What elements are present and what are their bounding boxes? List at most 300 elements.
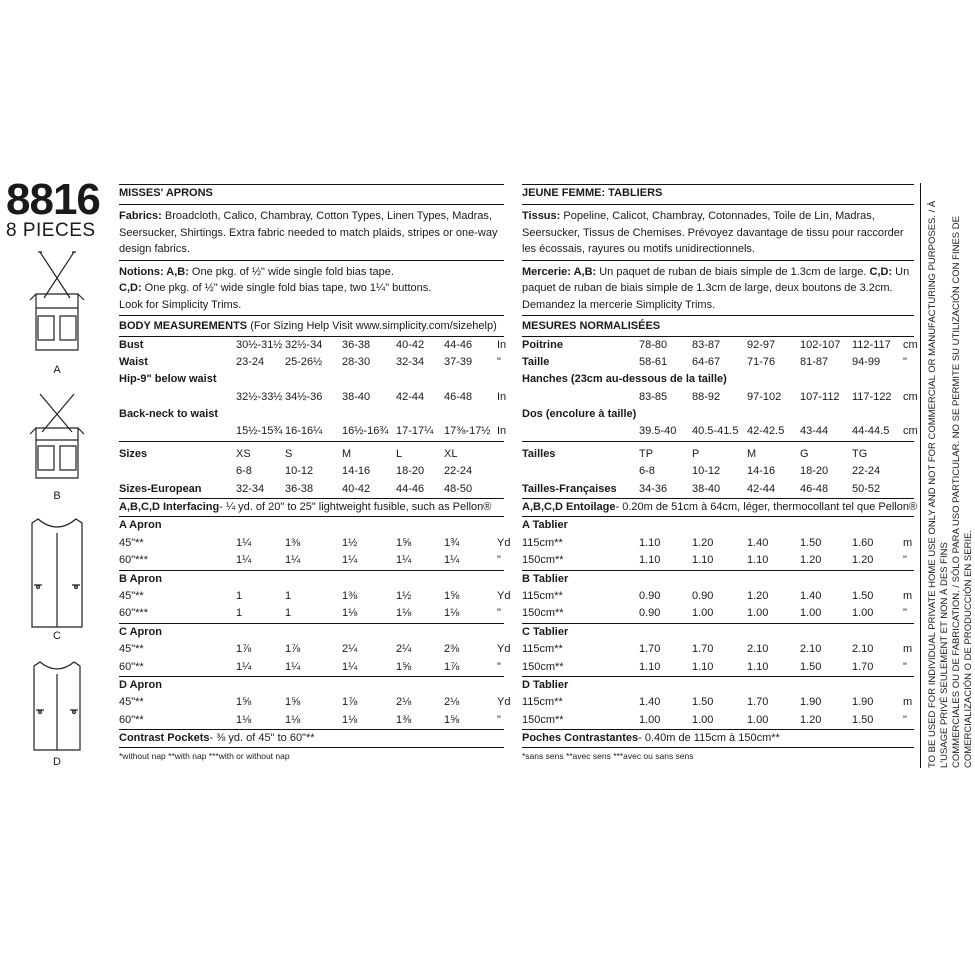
yardage-cell: 1¼: [342, 660, 358, 673]
body-measurements-label: MESURES NORMALISÉES: [522, 320, 661, 332]
contrast-pockets-text: - ⅜ yd. of 45" to 60"**: [209, 732, 315, 745]
sizes-row-cell: M: [342, 447, 352, 460]
contrast-pockets-text: - 0.40m de 115cm à 150cm**: [638, 732, 780, 745]
yardage-cell: 1.50: [800, 660, 822, 673]
hip-row-cell: 46-48: [444, 390, 473, 403]
yardage-cell: 1¼: [342, 554, 358, 567]
yardage-cell: Yd: [497, 589, 511, 602]
yardage-group-title: [522, 571, 914, 588]
yardage-row: [119, 552, 504, 570]
yardage-cell: ": [497, 607, 501, 620]
sizes-european-row-cell: 38-40: [692, 482, 721, 495]
yardage-cell: 1⅛: [285, 713, 301, 726]
bust-row-cell: 32½-34: [285, 338, 323, 351]
waist-row-cell: ": [497, 355, 501, 368]
yardage-cell: 1⅛: [342, 607, 358, 620]
yardage-cell: 1.50: [692, 696, 714, 709]
interfacing-line: [119, 499, 491, 516]
pieces-count: 8 PIECES: [6, 220, 96, 241]
yardage-cell: 1: [236, 607, 243, 620]
sizes-european-row-cell: 42-44: [747, 482, 776, 495]
bust-row-cell: 78-80: [639, 338, 668, 351]
sizes-european-row: [522, 481, 914, 499]
yardage-cell: 1⅛: [342, 713, 358, 726]
divider: [522, 315, 914, 316]
group-name: C Apron: [119, 625, 162, 638]
yardage-row: [119, 535, 511, 552]
bust-row-cell: cm: [903, 338, 918, 351]
sizes-row-cell: S: [285, 447, 293, 460]
fabrics-text: [119, 208, 504, 258]
nap-footnote: *without nap **with nap ***with or without nap: [119, 751, 290, 762]
yardage-cell: 1¼: [236, 536, 252, 549]
bust-row-cell: 40-42: [396, 338, 425, 351]
back-row-cell: 16-16¼: [285, 425, 323, 438]
yardage-cell: 1⅝: [236, 696, 252, 709]
yardage-cell: 2.10: [800, 643, 822, 656]
sizes-row-cell: XS: [236, 447, 251, 460]
notions-trims: Look for Simplicity Trims.: [119, 298, 242, 311]
sizes-row-cell: TG: [852, 447, 868, 460]
view-b-apron-illustration: [28, 392, 86, 482]
yardage-cell: 1⅛: [444, 607, 460, 620]
waist-row-cell: 94-99: [852, 355, 881, 368]
yardage-cell: 1.70: [692, 643, 714, 656]
yardage-cell: ": [903, 660, 907, 673]
yardage-row: [522, 535, 914, 552]
divider: [522, 260, 914, 261]
back-label-text: Back-neck to waist: [119, 408, 219, 421]
interfacing-text: - ¼ yd. of 20" to 25" lightweight fusible, such as Pellon®: [219, 501, 492, 514]
yardage-cell: 1.40: [639, 696, 661, 709]
back-row-cell: 44-44.5: [852, 425, 890, 438]
waist-row-cell: 71-76: [747, 355, 776, 368]
sizes-row-cell: XL: [444, 447, 458, 460]
notions-text: [522, 264, 914, 314]
back-row-cell: 42-42.5: [747, 425, 785, 438]
yardage-cell: 150cm**: [522, 660, 564, 673]
sizing-help-text: (For Sizing Help Visit www.simplicity.com/sizehelp): [247, 320, 497, 332]
yardage-cell: 1.10: [747, 554, 769, 567]
group-name: B Tablier: [522, 572, 569, 585]
yardage-cell: 2¼: [396, 643, 412, 656]
yardage-row: [522, 552, 914, 570]
yardage-cell: 1¼: [285, 660, 301, 673]
yardage-cell: 1: [285, 589, 292, 602]
sizes-numeric-row-cell: 6-8: [639, 465, 655, 478]
yardage-cell: 1.20: [747, 589, 769, 602]
yardage-cell: 2⅛: [396, 696, 412, 709]
yardage-cell: 1.90: [800, 696, 822, 709]
yardage-group-title: [119, 571, 504, 588]
yardage-cell: ": [497, 554, 501, 567]
yardage-cell: 1.20: [852, 554, 874, 567]
yardage-cell: 1.10: [639, 536, 661, 549]
yardage-cell: 2⅛: [444, 696, 460, 709]
notions-label: Notions: A,B:: [119, 265, 189, 278]
yardage-cell: 1.10: [639, 554, 661, 567]
back-row-cell: 17-17¼: [396, 425, 434, 438]
sizes-european-row-cell: 32-34: [236, 482, 265, 495]
yardage-cell: 1⅞: [342, 696, 358, 709]
yardage-cell: 1.10: [692, 554, 714, 567]
yardage-row: [119, 605, 504, 623]
yardage-cell: 45"**: [119, 589, 144, 602]
interfacing-text: - 0.20m de 51cm à 64cm, léger, thermocollant tel que Pellon®: [615, 501, 918, 514]
group-name: D Tablier: [522, 678, 569, 691]
yardage-cell: 1⅛: [396, 607, 412, 620]
yardage-cell: 1.50: [800, 536, 822, 549]
french-column: [522, 184, 918, 762]
sizes-row-cell: G: [800, 447, 809, 460]
yardage-group-title: [119, 677, 504, 694]
group-name: D Apron: [119, 678, 162, 691]
notions-cd: Un paquet de ruban de biais simple de 1.3cm de large, deux boutons de 3.2cm. Demandez la mercerie Simplicity Trims.: [522, 265, 910, 311]
notions-cd-label: C,D:: [119, 282, 142, 294]
sizes-row: [119, 446, 504, 463]
disclaimer-text: [927, 183, 975, 768]
fabrics-list: Broadcloth, Calico, Chambray, Cotton Types, Linen Types, Madras, Seersucker, Shirtings. Extra fabric needed to match plaids, stripes or one-way design fabrics.: [119, 210, 498, 255]
yardage-row: [522, 588, 914, 605]
yardage-cell: 1.00: [747, 607, 769, 620]
back-row-cell: 17⅜-17½: [444, 425, 491, 438]
waist-row: [119, 354, 504, 371]
yardage-cell: 1.00: [852, 607, 874, 620]
yardage-cell: 1⅝: [444, 589, 460, 602]
hip-row-cell: 107-112: [800, 390, 840, 403]
view-a-apron-illustration: [28, 250, 86, 355]
contrast-pockets-row: [119, 730, 504, 748]
sizes-numeric-row-cell: 14-16: [342, 465, 371, 478]
sizes-numeric-row-cell: 22-24: [852, 465, 881, 478]
waist-row-cell: 28-30: [342, 355, 371, 368]
back-row-cell: 43-44: [800, 425, 829, 438]
waist-row-cell: 25-26½: [285, 355, 323, 368]
view-a-label: A: [53, 364, 61, 376]
hip-row-cell: 97-102: [747, 390, 782, 403]
bust-row-cell: 36-38: [342, 338, 371, 351]
yardage-cell: 1½: [342, 536, 358, 549]
yardage-cell: 1⅞: [444, 660, 460, 673]
notions-ab: One pkg. of ½" wide single fold bias tape.: [188, 265, 394, 278]
waist-row-cell: ": [903, 355, 907, 368]
bust-row: [522, 337, 918, 354]
hip-label-text: Hanches (23cm au-dessous de la taille): [522, 373, 727, 386]
bust-row-cell: 102-107: [800, 338, 841, 351]
yardage-cell: 115cm**: [522, 643, 563, 656]
sizes-numeric-row-cell: 14-16: [747, 465, 776, 478]
interfacing-row: [522, 499, 918, 517]
group-name: A Tablier: [522, 519, 568, 532]
waist-row-cell: 81-87: [800, 355, 829, 368]
yardage-cell: 1.70: [747, 696, 769, 709]
yardage-cell: 60"***: [119, 554, 148, 567]
fabrics-label: Fabrics:: [119, 210, 162, 222]
yardage-cell: m: [903, 643, 913, 656]
yardage-cell: 1⅜: [396, 713, 412, 726]
yardage-cell: 1.20: [800, 713, 822, 726]
yardage-cell: ": [903, 713, 907, 726]
bust-row-cell: 30½-31½: [236, 338, 283, 351]
hip-row-cell: In: [497, 390, 507, 403]
sizes-european-row-cell: 36-38: [285, 482, 314, 495]
contrast-pockets-label: Contrast Pockets: [119, 732, 210, 745]
waist-row-cell: Taille: [522, 355, 550, 368]
section-title: JEUNE FEMME: TABLIERS: [522, 184, 914, 205]
bust-row-cell: 92-97: [747, 338, 776, 351]
yardage-cell: m: [903, 536, 913, 549]
yardage-cell: 1¾: [444, 536, 460, 549]
back-row-cell: 16½-16¾: [342, 425, 389, 438]
sizes-european-row-cell: Tailles-Françaises: [522, 482, 617, 495]
sizes-numeric-row-cell: 18-20: [396, 465, 425, 478]
yardage-row: [522, 712, 914, 730]
sizes-row-cell: TP: [639, 447, 654, 460]
group-name: C Tablier: [522, 625, 569, 638]
sizes-european-row-cell: Sizes-European: [119, 482, 202, 495]
yardage-group-title: [119, 517, 504, 534]
yardage-row: [522, 641, 914, 658]
sizes-row-cell: L: [396, 447, 403, 460]
yardage-cell: 1⅝: [444, 713, 460, 726]
sizes-numeric-row-cell: 6-8: [236, 465, 252, 478]
fabrics-text: [522, 208, 914, 258]
yardage-cell: 45"**: [119, 696, 144, 709]
hip-row-cell: 88-92: [692, 390, 721, 403]
yardage-row: [119, 588, 511, 605]
sizes-row-cell: Sizes: [119, 447, 148, 460]
yardage-cell: 1¼: [236, 554, 252, 567]
sizes-row-cell: Tailles: [522, 447, 556, 460]
yardage-cell: Yd: [497, 696, 511, 709]
yardage-cell: 1¼: [396, 554, 412, 567]
interfacing-label: A,B,C,D Interfacing: [119, 501, 220, 514]
waist-row-cell: 37-39: [444, 355, 473, 368]
yardage-cell: 1.00: [692, 607, 714, 620]
view-d-apron-illustration: [28, 658, 86, 753]
yardage-cell: 0.90: [639, 589, 661, 602]
body-measurements-label: BODY MEASUREMENTS: [119, 320, 248, 332]
yardage-cell: 115cm**: [522, 536, 563, 549]
yardage-cell: 2.10: [747, 643, 769, 656]
yardage-cell: 1.00: [639, 713, 661, 726]
hip-row-cell: 117-122: [852, 390, 892, 403]
sizes-numeric-row: [522, 463, 914, 480]
yardage-cell: 1.70: [639, 643, 661, 656]
bust-row-cell: Bust: [119, 338, 144, 351]
sizes-numeric-row: [119, 463, 504, 480]
waist-row-cell: Waist: [119, 355, 148, 368]
sizes-numeric-row-cell: 10-12: [692, 465, 721, 478]
yardage-cell: 45"**: [119, 643, 144, 656]
disclaimer-line-2: COMMERCIALES OU DE FABRICATION. / SÓLO PARA USO PARTICULAR. NO SE PERMITE SU UTILIZACIÓN CON FINES DE COMERCIALIZACIÓN O DE PRODUCCIÓN EN SERIE.: [951, 216, 974, 768]
sizes-european-row-cell: 50-52: [852, 482, 881, 495]
yardage-cell: ": [497, 713, 501, 726]
yardage-cell: Yd: [497, 536, 511, 549]
notions-cd: One pkg. of ½" wide single fold bias tape, two 1¼" buttons.: [141, 282, 432, 294]
hip-row: [522, 389, 918, 406]
yardage-cell: 2¼: [342, 643, 358, 656]
back-row-cell: cm: [903, 425, 918, 438]
sizes-european-row-cell: 48-50: [444, 482, 473, 495]
yardage-cell: 0.90: [639, 607, 661, 620]
yardage-cell: 1⅞: [236, 643, 252, 656]
fabrics-list: Popeline, Calicot, Chambray, Cotonnades, Toile de Lin, Madras, Seersucker, Tissus de Chemises. Prévoyez davantage de tissu pour raccorder les écossais, rayures ou motifs unidirectionnels.: [522, 210, 904, 255]
sizes-numeric-row-cell: 22-24: [444, 465, 473, 478]
back-label-text: Dos (encolure à taille): [522, 408, 637, 421]
yardage-row: [119, 659, 504, 677]
sizes-european-row-cell: 40-42: [342, 482, 371, 495]
yardage-cell: 1⅜: [342, 589, 358, 602]
yardage-cell: 0.90: [692, 589, 714, 602]
yardage-row: [522, 694, 914, 711]
yardage-cell: 1.50: [852, 589, 874, 602]
yardage-group-title: [522, 624, 914, 641]
yardage-cell: ": [903, 607, 907, 620]
sizes-european-row-cell: 46-48: [800, 482, 829, 495]
view-b-label: B: [53, 490, 61, 502]
contrast-pockets-row: [522, 730, 914, 748]
sizes-numeric-row-cell: 10-12: [285, 465, 314, 478]
group-name: B Apron: [119, 572, 162, 585]
yardage-cell: 1.00: [692, 713, 714, 726]
notions-ab: Un paquet de ruban de biais simple de 1.3cm de large.: [596, 265, 870, 278]
view-d-label: D: [53, 756, 61, 768]
notions-text: [119, 264, 504, 314]
yardage-cell: 60"**: [119, 660, 144, 673]
yardage-cell: 1.70: [852, 660, 874, 673]
back-row-cell: 15½-15¾: [236, 425, 283, 438]
yardage-cell: 1½: [396, 589, 412, 602]
body-measurements-heading: [119, 318, 504, 335]
yardage-cell: 1⅝: [285, 696, 301, 709]
yardage-cell: ": [903, 554, 907, 567]
yardage-cell: 1.00: [747, 713, 769, 726]
yardage-cell: 1⅛: [236, 713, 252, 726]
yardage-cell: 1⅝: [396, 536, 412, 549]
contrast-pockets-line: [522, 730, 780, 747]
bust-row-cell: 83-87: [692, 338, 721, 351]
sizes-row-cell: M: [747, 447, 757, 460]
yardage-cell: 1⅜: [285, 536, 301, 549]
yardage-group-title: [119, 624, 504, 641]
back-label: [522, 406, 914, 423]
yardage-cell: 150cm**: [522, 554, 564, 567]
hip-row-cell: 42-44: [396, 390, 425, 403]
divider: [119, 315, 504, 316]
yardage-cell: 45"**: [119, 536, 144, 549]
bust-row-cell: 44-46: [444, 338, 473, 351]
hip-label: [522, 371, 914, 388]
yardage-cell: ": [497, 660, 501, 673]
yardage-cell: 1.20: [692, 536, 714, 549]
section-title: MISSES' APRONS: [119, 184, 504, 205]
sizes-row-cell: P: [692, 447, 700, 460]
yardage-cell: 1¼: [444, 554, 460, 567]
body-measurements-heading: [522, 318, 914, 335]
group-name: A Apron: [119, 519, 162, 532]
hip-row-cell: 38-40: [342, 390, 371, 403]
interfacing-row: [119, 499, 504, 517]
bust-row-cell: In: [497, 338, 507, 351]
yardage-row: [119, 641, 511, 658]
notions-cd-label: C,D:: [869, 265, 893, 278]
yardage-cell: 1⅞: [285, 643, 301, 656]
yardage-cell: 1.40: [747, 536, 769, 549]
yardage-group-title: [522, 677, 914, 694]
notions-label: Mercerie: A,B:: [522, 265, 597, 278]
back-row-cell: In: [497, 425, 507, 438]
back-label: [119, 406, 504, 423]
yardage-cell: m: [903, 696, 913, 709]
yardage-cell: Yd: [497, 643, 511, 656]
bust-row-cell: 112-117: [852, 338, 891, 351]
view-c-apron-illustration: [28, 515, 86, 630]
yardage-cell: 1.10: [639, 660, 661, 673]
yardage-cell: 2.10: [852, 643, 874, 656]
hip-row-cell: 83-85: [639, 390, 668, 403]
yardage-cell: 1: [236, 589, 243, 602]
contrast-pockets-line: [119, 730, 315, 747]
sizes-european-row-cell: 44-46: [396, 482, 425, 495]
waist-row-cell: 64-67: [692, 355, 721, 368]
yardage-cell: 1⅝: [396, 660, 412, 673]
yardage-cell: 1.10: [747, 660, 769, 673]
fabrics-label: Tissus:: [522, 210, 561, 222]
sizes-row: [522, 446, 914, 463]
interfacing-line: [522, 499, 917, 516]
waist-row: [522, 354, 914, 371]
contrast-pockets-label: Poches Contrastantes: [522, 732, 639, 745]
yardage-cell: 1¼: [236, 660, 252, 673]
waist-row-cell: 23-24: [236, 355, 265, 368]
disclaimer-divider: [920, 183, 922, 768]
bust-row-cell: Poitrine: [522, 338, 563, 351]
hip-row-cell: 32½-33½: [236, 390, 283, 403]
sizes-european-row: [119, 481, 504, 499]
hip-label-text: Hip-9" below waist: [119, 373, 217, 386]
yardage-cell: 1.00: [800, 607, 822, 620]
divider: [119, 260, 504, 261]
yardage-row: [119, 712, 504, 730]
yardage-row: [522, 659, 914, 677]
yardage-cell: 150cm**: [522, 713, 564, 726]
waist-row-cell: 32-34: [396, 355, 425, 368]
back-row: [119, 423, 507, 441]
english-column: [119, 184, 511, 762]
sizes-european-row-cell: 34-36: [639, 482, 668, 495]
yardage-cell: 1.60: [852, 536, 874, 549]
yardage-cell: 1: [285, 607, 292, 620]
yardage-cell: 115cm**: [522, 696, 563, 709]
back-row-cell: 39.5-40: [639, 425, 677, 438]
hip-row-cell: 34½-36: [285, 390, 323, 403]
back-row: [522, 423, 918, 441]
yardage-cell: 60"***: [119, 607, 148, 620]
hip-row-cell: cm: [903, 390, 918, 403]
yardage-group-title: [522, 517, 914, 534]
bust-row: [119, 337, 507, 354]
yardage-cell: 1.50: [852, 713, 874, 726]
back-row-cell: 40.5-41.5: [692, 425, 739, 438]
waist-row-cell: 58-61: [639, 355, 668, 368]
interfacing-label: A,B,C,D Entoilage: [522, 501, 616, 514]
yardage-cell: 2⅜: [444, 643, 460, 656]
yardage-cell: m: [903, 589, 913, 602]
view-c-label: C: [53, 630, 61, 642]
yardage-cell: 150cm**: [522, 607, 564, 620]
yardage-cell: 1.10: [692, 660, 714, 673]
